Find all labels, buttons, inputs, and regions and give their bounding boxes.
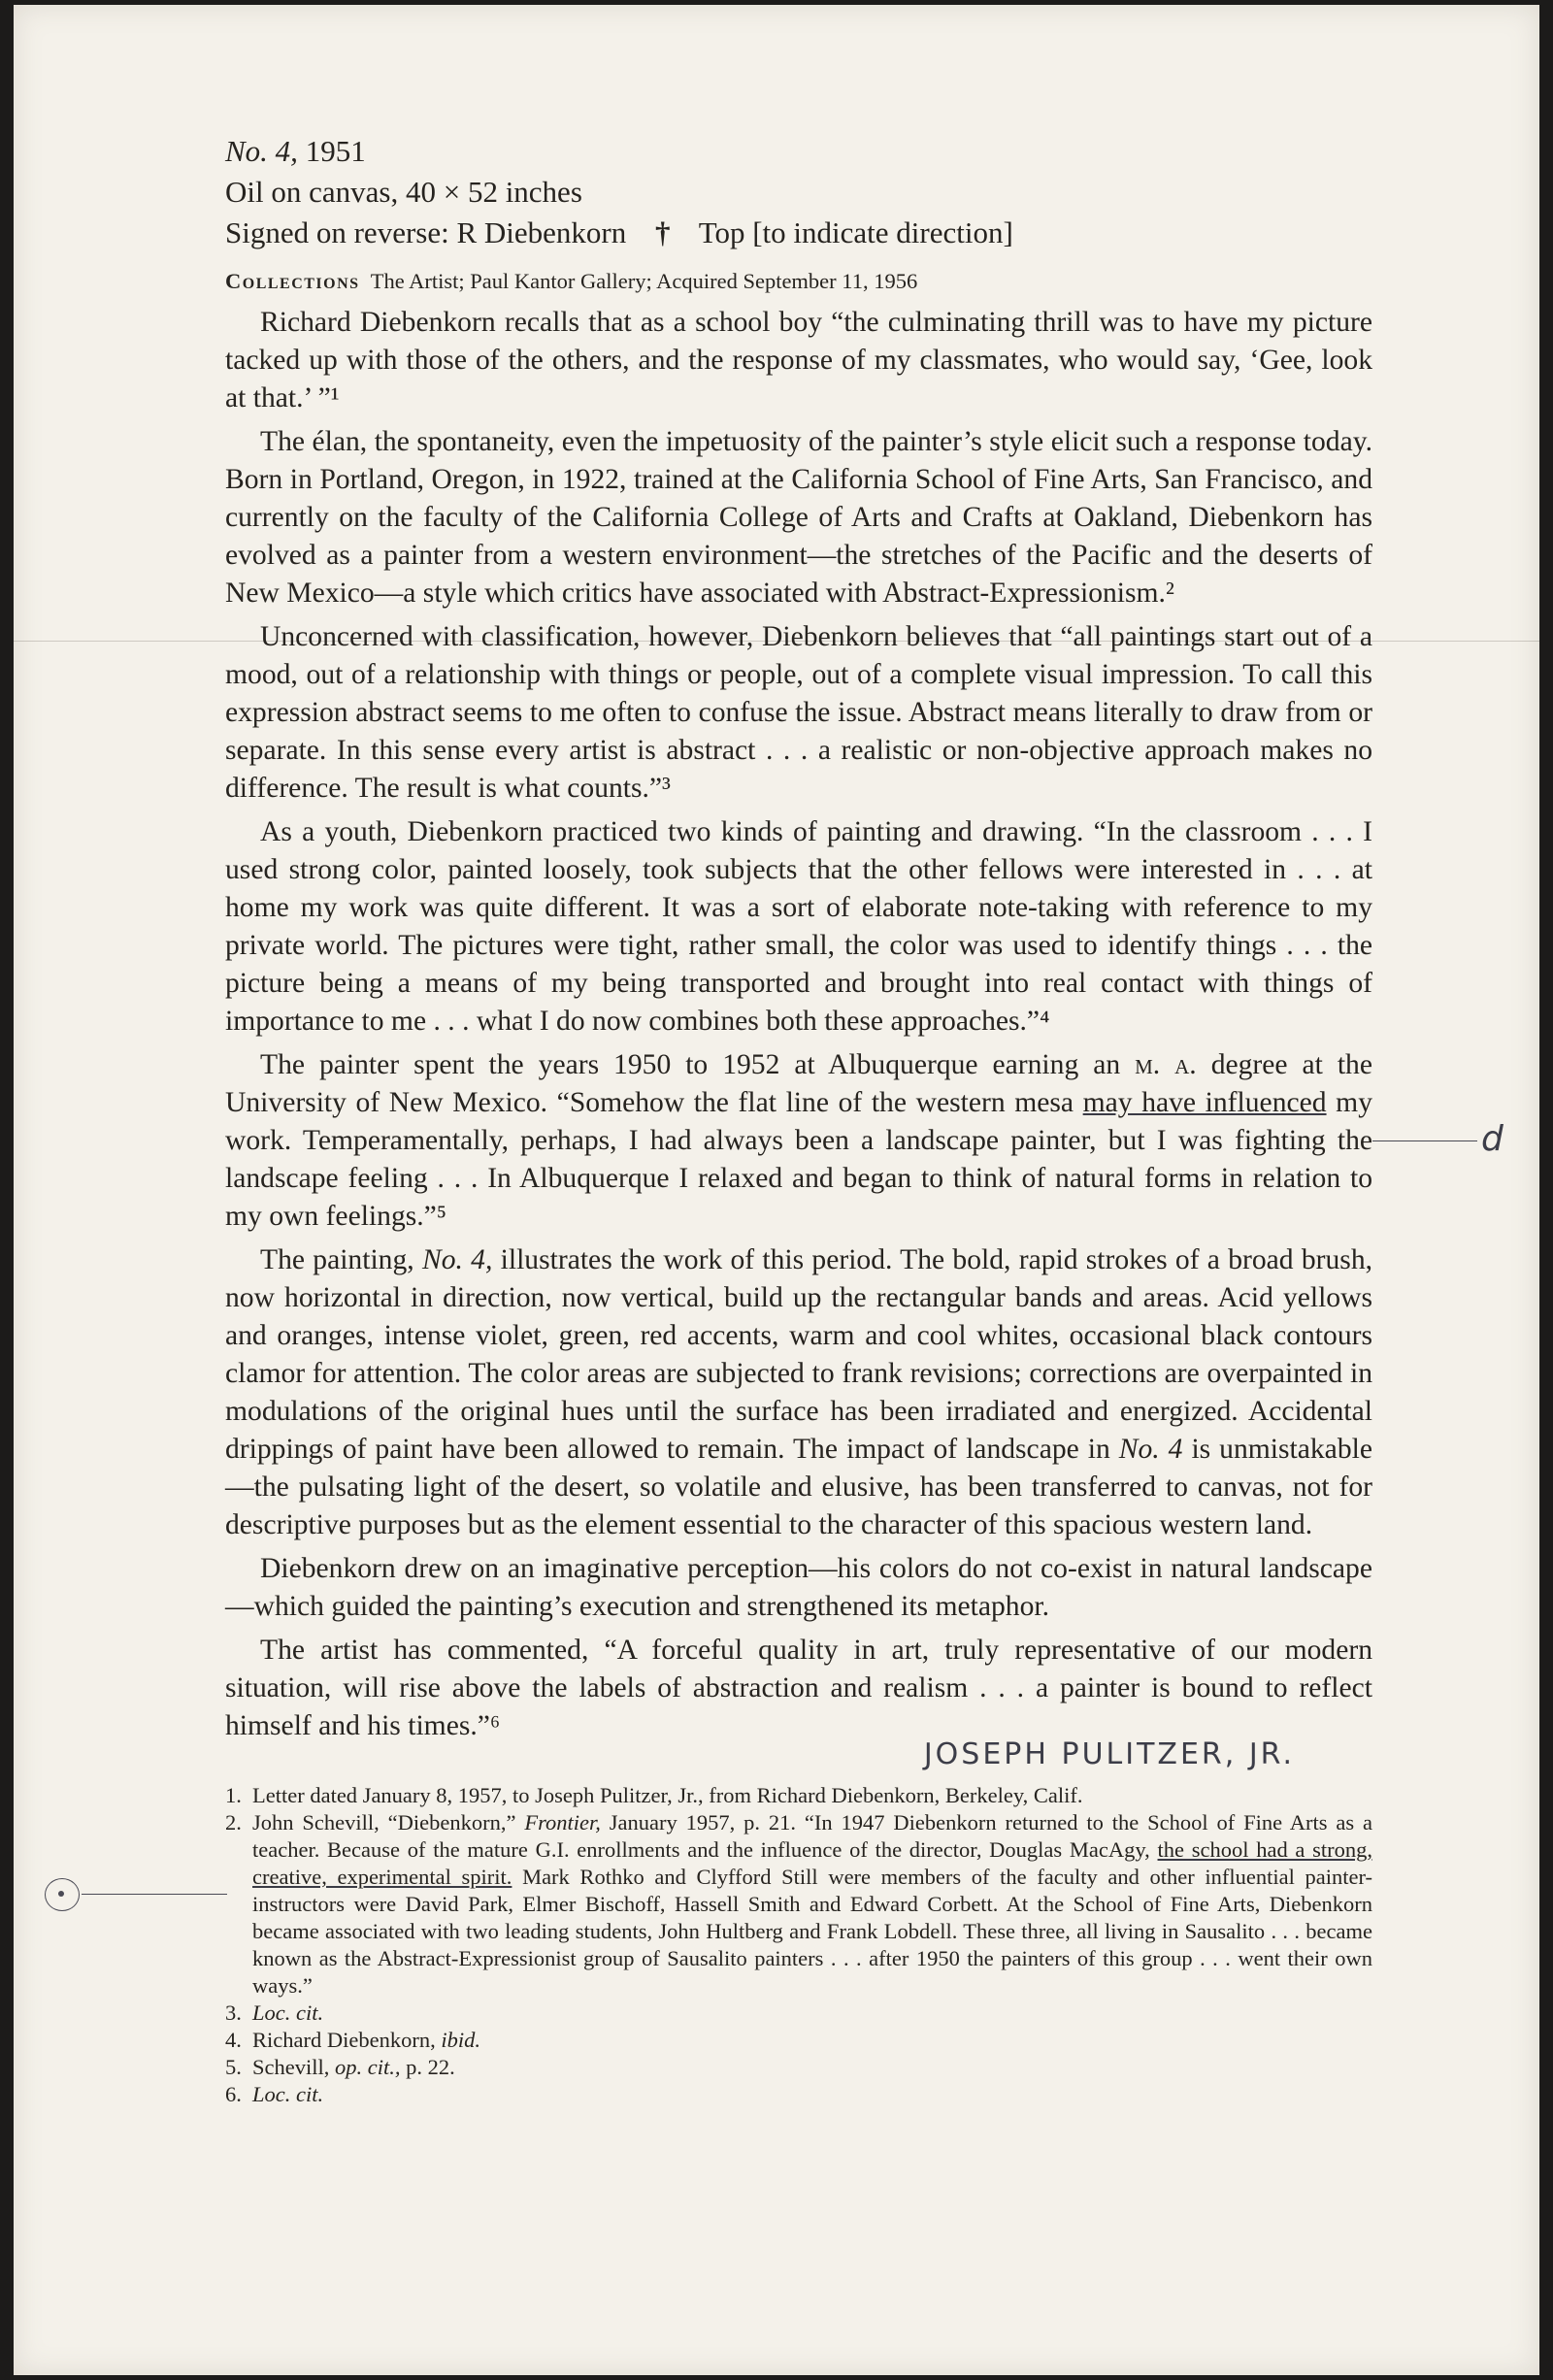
margin-handwritten-mark: d xyxy=(1481,1119,1503,1159)
degree-abbrev: m. a. xyxy=(1135,1049,1197,1080)
footnote-3 xyxy=(225,2000,1372,2027)
paragraph-2: The élan, the spontaneity, even the impetuosity of the painter’s style elicit such a response today. Born in Portland, Oregon, in 1922, trained at the California School of Fine Arts, San Francisco, and currently on the faculty of the California College of Arts and Crafts at Oakland, Diebenkorn has evolved as a painter from a western environment—the stretches of the Pacific and the deserts of New Mexico—a style which critics have associated with Abstract-Expressionism.² xyxy=(225,426,1372,609)
footnote-5-italic: op. cit., xyxy=(335,2055,401,2079)
signed-on-reverse: Signed on reverse: R Diebenkorn xyxy=(225,215,627,249)
paragraph-6-part-c: is unmistakable—the pulsating light of the desert, so volatile and elusive, has been transferred to canvas, not for descriptive purposes but as the element essential to the character of this spacious western land. xyxy=(225,1434,1372,1540)
footnote-number: 6. xyxy=(225,2082,242,2106)
artwork-year: 1951 xyxy=(305,134,366,168)
footnotes xyxy=(225,1782,1372,2108)
underlined-phrase: may have influenced xyxy=(1082,1087,1327,1118)
footnote-5-part-a: Schevill, xyxy=(252,2055,330,2079)
collections-line xyxy=(225,267,1372,296)
footnote-pencil-line xyxy=(82,1894,227,1895)
footnote-number: 5. xyxy=(225,2055,242,2079)
footnote-5 xyxy=(225,2054,1372,2081)
footnote-text: Loc. cit. xyxy=(252,2082,324,2106)
footnote-number: 1. xyxy=(225,1783,242,1807)
underlined-phrase-footnote: the school had a strong, creative, experimental spirit. xyxy=(252,1837,1372,1889)
footnote-number: 2. xyxy=(225,1810,242,1835)
paragraph-5-part-c: my work. Temperamentally, perhaps, I had always been a landscape painter, but I was fighting the landscape feeling . . . In Albuquerque I relaxed and began to think of natural forms in relation to my own feelings.”⁵ xyxy=(225,1087,1372,1232)
page-content xyxy=(225,131,1372,2108)
footnote-number: 4. xyxy=(225,2028,242,2052)
footnote-2 xyxy=(225,1809,1372,2000)
footnote-4 xyxy=(225,2027,1372,2054)
top-direction-note: Top [to indicate direction] xyxy=(698,215,1013,249)
paper-sheet xyxy=(14,5,1539,2375)
footnote-2-part-c: Mark Rothko and Clyfford Still were members of the faculty and other influential painter-instructors were David Park, Elmer Bischoff, Hassell Smith and Edward Corbett. At the School of Fine Arts, Diebenkorn became associated with two leading students, John Hultberg and Frank Lobdell. These three, all living in Sausalito . . . became known as the Abstract-Expressionist group of Sausalito painters . . . after 1950 the painters of this group . . . went their own ways.” xyxy=(252,1865,1373,1998)
paragraph-7: Diebenkorn drew on an imaginative perception—his colors do not co-exist in natural landscape—which guided the painting’s execution and strengthened its metaphor. xyxy=(225,1553,1372,1622)
paragraph-5-part-b: degree at the University of New Mexico. “Somehow the flat line of the western mesa xyxy=(225,1049,1372,1118)
paragraph-3: Unconcerned with classification, however, Diebenkorn believes that “all paintings start out of a mood, out of a relationship with things or people, out of a complete visual impression. To call this expression abstract seems to me often to confuse the issue. Abstract means literally to draw from or separate. In this sense every artist is abstract . . . a realistic or non-objective approach makes no difference. The result is what counts.”³ xyxy=(225,621,1372,804)
footnote-text: Loc. cit. xyxy=(252,2000,324,2025)
footnote-2-part-b: January 1957, p. 21. “In 1947 Diebenkorn returned to the School of Fine Arts as a teacher. Because of the mature G.I. enrollments and the influence of the director, Douglas MacAgy, xyxy=(252,1810,1373,1862)
footnote-1 xyxy=(225,1782,1372,1809)
collections-text: The Artist; Paul Kantor Gallery; Acquired September 11, 1956 xyxy=(370,269,918,293)
artwork-title: No. 4, xyxy=(225,134,298,168)
signature-line xyxy=(225,213,1372,253)
paragraph-6-italic-title: No. 4, xyxy=(421,1244,493,1275)
footnote-text: Letter dated January 8, 1957, to Joseph Pulitzer, Jr., from Richard Diebenkorn, Berkeley, Calif. xyxy=(252,1783,1083,1807)
paragraph-5-part-a: The painter spent the years 1950 to 1952 at Albuquerque earning an xyxy=(260,1049,1121,1080)
paragraph-1: Richard Diebenkorn recalls that as a school boy “the culminating thrill was to have my picture tacked up with those of the others, and the response of my classmates, who would say, ‘Gee, look at that.’ ”¹ xyxy=(225,307,1372,413)
artwork-title-line xyxy=(225,131,1372,172)
paragraph-6-part-b: illustrates the work of this period. The bold, rapid strokes of a broad brush, now horizontal in direction, now vertical, build up the rectangular bands and areas. Acid yellows and oranges, intense violet, green, red accents, warm and cool whites, occasional black contours clamor for attention. The color areas are subjected to frank revisions; corrections are overpainted in modulations of the original hues until the surface has been irradiated and energized. Accidental drippings of paint have been allowed to remain. The impact of landscape in xyxy=(225,1244,1373,1465)
artwork-header xyxy=(225,131,1372,253)
margin-pencil-line xyxy=(1372,1140,1477,1141)
margin-circle-mark xyxy=(45,1878,80,1911)
essay-body xyxy=(225,304,1372,1745)
footnote-text xyxy=(252,2027,1372,2054)
footnote-6 xyxy=(225,2081,1372,2108)
footnote-text xyxy=(252,1809,1372,2000)
paragraph-6-italic-title-2: No. 4 xyxy=(1118,1434,1183,1465)
footnote-4-italic: ibid. xyxy=(441,2028,480,2052)
footnote-number: 3. xyxy=(225,2000,242,2025)
paragraph-6-part-a: The painting, xyxy=(260,1244,414,1275)
handwritten-signature: JOSEPH PULITZER, JR. xyxy=(923,1737,1295,1771)
footnote-4-part-a: Richard Diebenkorn, xyxy=(252,2028,436,2052)
artwork-medium: Oil on canvas, 40 × 52 inches xyxy=(225,175,582,209)
collections-label: Collections xyxy=(225,269,360,293)
footnote-text xyxy=(252,2054,1372,2081)
journal-title: Frontier, xyxy=(524,1810,601,1835)
footnote-2-part-a: John Schevill, “Diebenkorn,” xyxy=(252,1810,516,1835)
footnote-5-part-b: p. 22. xyxy=(406,2055,455,2079)
paragraph-4: As a youth, Diebenkorn practiced two kinds of painting and drawing. “In the classroom . . . I used strong color, painted loosely, took subjects that the other fellows were interested in . . . at home my work was quite different. It was a sort of elaborate note-taking with reference to my private world. The pictures were tight, rather small, the color was used to identify things . . . the picture being a means of my being transported and brought into real contact with things of importance to me . . . what I do now combines both these approaches.”⁴ xyxy=(225,816,1372,1037)
paragraph-5 xyxy=(225,1046,1372,1236)
paragraph-6 xyxy=(225,1241,1372,1544)
paragraph-8: The artist has commented, “A forceful quality in art, truly representative of our modern situation, will rise above the labels of abstraction and realism . . . a painter is bound to reflect himself and his times.”⁶ xyxy=(225,1635,1372,1741)
dagger-icon: † xyxy=(654,215,671,249)
